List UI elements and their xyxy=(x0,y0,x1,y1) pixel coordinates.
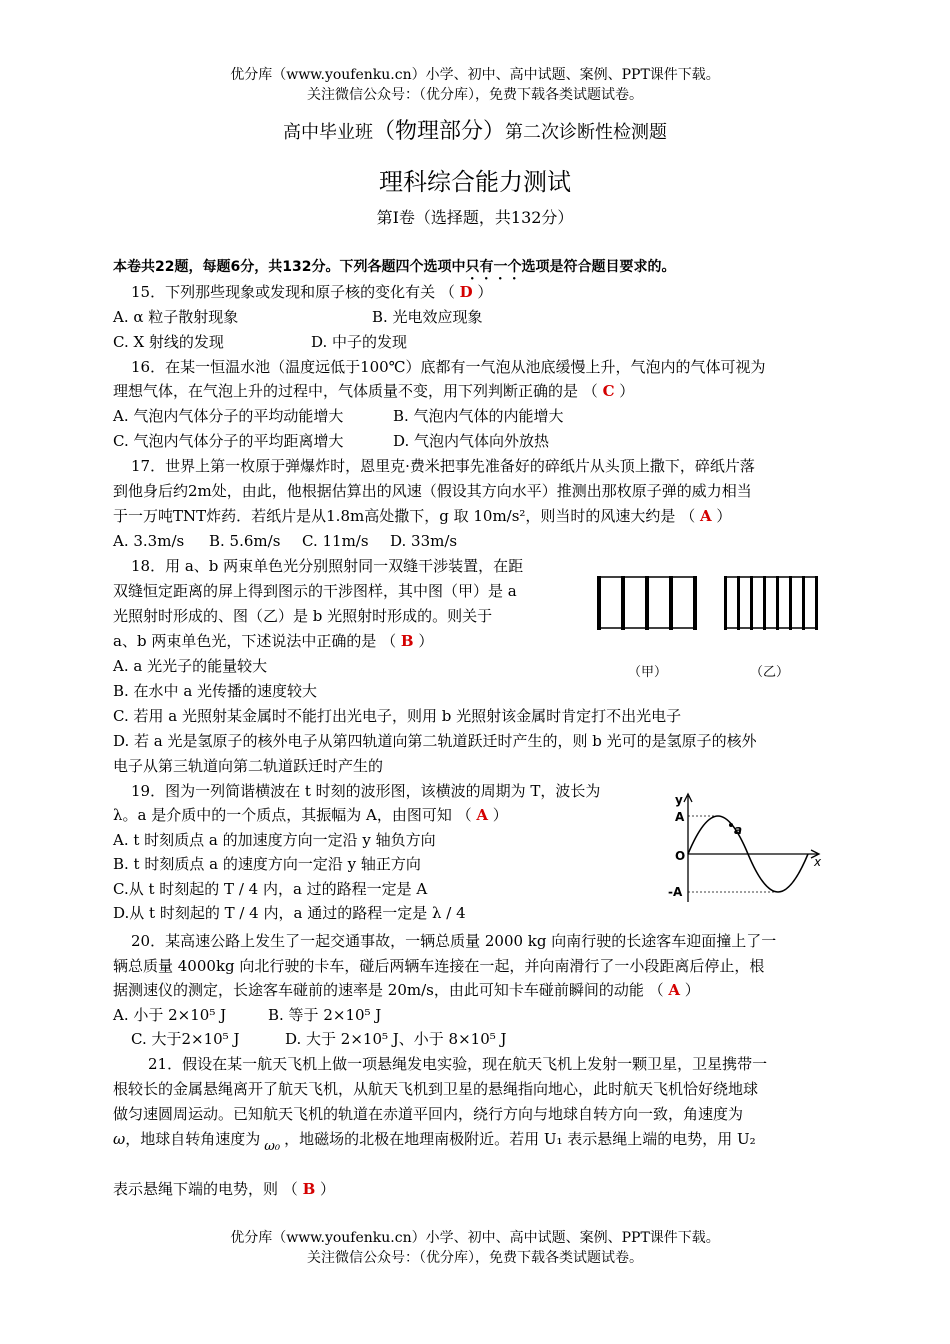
q17-answer: A xyxy=(699,507,712,525)
q19-option-d: D.从 t 时刻起的 T / 4 内，a 通过的路程一定是 λ / 4 xyxy=(113,904,466,922)
header-line-2: 关注微信公众号：（优分库），免费下载各类试题试卷。 xyxy=(307,87,643,103)
q20-option-c: C. 大于2×10⁵ J xyxy=(131,1030,240,1048)
label-yi: （乙） xyxy=(750,665,790,680)
y-axis-label: y xyxy=(675,793,683,807)
q16-option-a: A. 气泡内气体分子的平均动能增大 xyxy=(113,407,344,425)
q19-stem-1: 19．图为一列简谐横波在 t 时刻的波形图，该横波的周期为 T，波长为 xyxy=(131,782,601,800)
q19-answer: A xyxy=(476,806,489,824)
q17-stem-3: 于一万吨TNT炸药．若纸片是从1.8m高处撒下，g 取 10m/s²，则当时的风速大约是 （ A ） xyxy=(113,507,732,525)
exam-title-subject: （物理部分） xyxy=(372,119,505,144)
q17-stem-2: 到他身后约2m处，由此，他根据估算出的风速（假设其方向水平）推测出那枚原子弹的威力相当 xyxy=(113,482,752,500)
q16-stem-2-text: 理想气体，在气泡上升的过程中，气体质量不变，用下列判断正确的是 xyxy=(113,382,579,400)
q15-stem: 15．下列那些现象或发现和原子核的变化有关 （ D ） xyxy=(131,283,493,301)
omega-symbol: ω xyxy=(113,1130,126,1148)
q18-stem-3: 光照射时形成的、图（乙）是 b 光照射时形成的。则关于 xyxy=(113,607,493,625)
q20-option-b: B. 等于 2×10⁵ J xyxy=(268,1006,382,1024)
q16-answer: C xyxy=(602,382,615,400)
footer-line-2: 关注微信公众号：（优分库），免费下载各类试题试卷。 xyxy=(307,1250,643,1266)
point-a-label: a xyxy=(734,823,743,837)
q15-option-d: D. 中子的发现 xyxy=(311,333,408,351)
q18-option-b: B. 在水中 a 光传播的速度较大 xyxy=(113,682,318,700)
amplitude-label-negative: -A xyxy=(668,885,683,899)
q17-option-c: C. 11m/s xyxy=(302,532,369,550)
q16-option-c: C. 气泡内气体分子的平均距离增大 xyxy=(113,432,344,450)
instructions-emphasis: 只有一个 xyxy=(465,259,522,275)
q19-option-b: B. t 时刻质点 a 的速度方向一定沿 y 轴正方向 xyxy=(113,855,421,873)
q17-stem-3-text: 于一万吨TNT炸药．若纸片是从1.8m高处撒下，g 取 10m/s²，则当时的风速大约是 xyxy=(113,507,676,525)
q18-option-d-1: D. 若 a 光是氢原子的核外电子从第四轨道向第二轨道跃迁时产生的，则 b 光可的是氢原子的核外 xyxy=(113,732,757,750)
q18-option-d-2: 电子从第三轨道向第二轨道跃迁时产生的 xyxy=(113,757,384,775)
q18-option-a: A. a 光光子的能量较大 xyxy=(113,657,268,675)
exam-title-post: 第二次诊断性检测题 xyxy=(505,122,667,143)
amplitude-label-positive: A xyxy=(675,810,685,824)
q21-stem-4-text-2: ，地磁场的北极在地理南极附近。若用 U₁ 表示悬绳上端的电势，用 U₂ xyxy=(284,1130,756,1148)
section-title: 第Ⅰ卷（选择题，共132分） xyxy=(376,208,574,227)
q21-stem-5: 表示悬绳下端的电势，则 （ B ） xyxy=(113,1180,336,1198)
q18-stem-2: 双缝恒定距离的屏上得到图示的干涉图样，其中图（甲）是 a xyxy=(113,582,517,600)
interference-figure xyxy=(592,570,832,685)
q19-stem-2-text: λ。a 是介质中的一个质点，其振幅为 A，由图可知 xyxy=(113,806,452,824)
q17-option-d: D. 33m/s xyxy=(390,532,458,550)
q16-stem-1: 16．在某一恒温水池（温度远低于100℃）底都有一气泡从池底缓慢上升，气泡内的气体可视为 xyxy=(131,358,766,376)
instructions-post: 选项是符合题目要求的。 xyxy=(521,259,676,275)
q21-stem-1: 21．假设在某一航天飞机上做一项悬绳发电实验，现在航天飞机上发射一颗卫星，卫星携带一 xyxy=(148,1055,768,1073)
exam-title-pre: 高中毕业班 xyxy=(282,122,373,143)
q20-option-a: A. 小于 2×10⁵ J xyxy=(113,1006,227,1024)
wave-graph xyxy=(668,790,828,905)
origin-label: O xyxy=(675,849,686,863)
q20-stem-3-text: 据测速仪的测定，长途客车碰前的速率是 20m/s，由此可知卡车碰前瞬间的动能 xyxy=(113,981,644,999)
header-line-1: 优分库（www.youfenku.cn）小学、初中、高中试题、案例、PPT课件下载。 xyxy=(230,67,720,83)
q19-option-a: A. t 时刻质点 a 的加速度方向一定沿 y 轴负方向 xyxy=(113,831,436,849)
q20-stem-3: 据测速仪的测定，长途客车碰前的速率是 20m/s，由此可知卡车碰前瞬间的动能 （ A ） xyxy=(113,981,700,999)
point-a xyxy=(729,823,733,827)
q21-stem-4-text-1: ，地球自转角速度为 xyxy=(125,1130,261,1148)
q18-stem-1: 18．用 a、b 两束单色光分别照射同一双缝干涉装置，在距 xyxy=(131,557,524,575)
q17-stem-1: 17．世界上第一枚原于弹爆炸时，恩里克·费米把事先准备好的碎纸片从头顶上撒下，碎纸片落 xyxy=(131,457,755,475)
q18-option-c: C. 若用 a 光照射某金属时不能打出光电子，则用 b 光照射该金属时肯定打不出光电子 xyxy=(113,707,682,725)
q21-stem-2: 根较长的金属悬绳离开了航天飞机，从航天飞机到卫星的悬绳指向地心，此时航天飞机恰好绕地球 xyxy=(113,1080,759,1098)
interference-pattern-yi xyxy=(724,576,818,630)
q19-option-c: C.从 t 时刻起的 T / 4 内，a 过的路程一定是 A xyxy=(113,880,428,898)
q15-stem-text: 15．下列那些现象或发现和原子核的变化有关 xyxy=(131,283,436,301)
q21-stem-4 xyxy=(113,1128,756,1152)
q20-stem-2: 辆总质量 4000kg 向北行驶的卡车，碰后两辆车连接在一起，并向南滑行了一小段距离后停止，根 xyxy=(113,957,765,975)
q20-option-d: D. 大于 2×10⁵ J、小于 8×10⁵ J xyxy=(285,1030,507,1048)
q15-option-c: C. X 射线的发现 xyxy=(113,333,224,351)
instructions-pre: 本卷共22题，每题6分，共132分。下列各题四个选项中 xyxy=(113,259,466,275)
omega0-symbol: ω₀ xyxy=(264,1139,281,1154)
q18-answer: B xyxy=(400,632,414,650)
x-axis-label: x xyxy=(814,855,822,869)
label-jia: （甲） xyxy=(628,665,668,680)
q15-option-a: A. α 粒子散射现象 xyxy=(113,308,239,326)
q15-option-b: B. 光电效应现象 xyxy=(372,308,483,326)
q21-stem-3: 做匀速圆周运动。已知航天飞机的轨道在赤道平回内，绕行方向与地球自转方向一致，角速度为 xyxy=(113,1105,744,1123)
interference-pattern-jia xyxy=(597,576,697,630)
q17-option-a: A. 3.3m/s xyxy=(113,532,185,550)
q16-option-d: D. 气泡内气体向外放热 xyxy=(393,432,550,450)
instructions xyxy=(113,256,675,283)
q15-answer: D xyxy=(459,283,473,301)
q21-answer: B xyxy=(302,1180,316,1198)
q18-stem-4: a、b 两束单色光，下述说法中正确的是 （ B ） xyxy=(113,632,434,650)
footer-line-1: 优分库（www.youfenku.cn）小学、初中、高中试题、案例、PPT课件下载。 xyxy=(230,1230,720,1246)
main-title: 理科综合能力测试 xyxy=(379,168,571,196)
q17-option-b: B. 5.6m/s xyxy=(209,532,281,550)
q20-answer: A xyxy=(668,981,681,999)
exam-title xyxy=(0,119,950,146)
q16-stem-2: 理想气体，在气泡上升的过程中，气体质量不变，用下列判断正确的是 （ C ） xyxy=(113,382,635,400)
q18-stem-4-text: a、b 两束单色光，下述说法中正确的是 xyxy=(113,632,377,650)
q19-stem-2: λ。a 是介质中的一个质点，其振幅为 A，由图可知 （ A ） xyxy=(113,806,508,824)
q20-stem-1: 20．某高速公路上发生了一起交通事故，一辆总质量 2000 kg 向南行驶的长途客车迎面撞上了一 xyxy=(131,932,777,950)
q16-option-b: B. 气泡内气体的内能增大 xyxy=(393,407,564,425)
q21-stem-5-text: 表示悬绳下端的电势，则 xyxy=(113,1180,279,1198)
